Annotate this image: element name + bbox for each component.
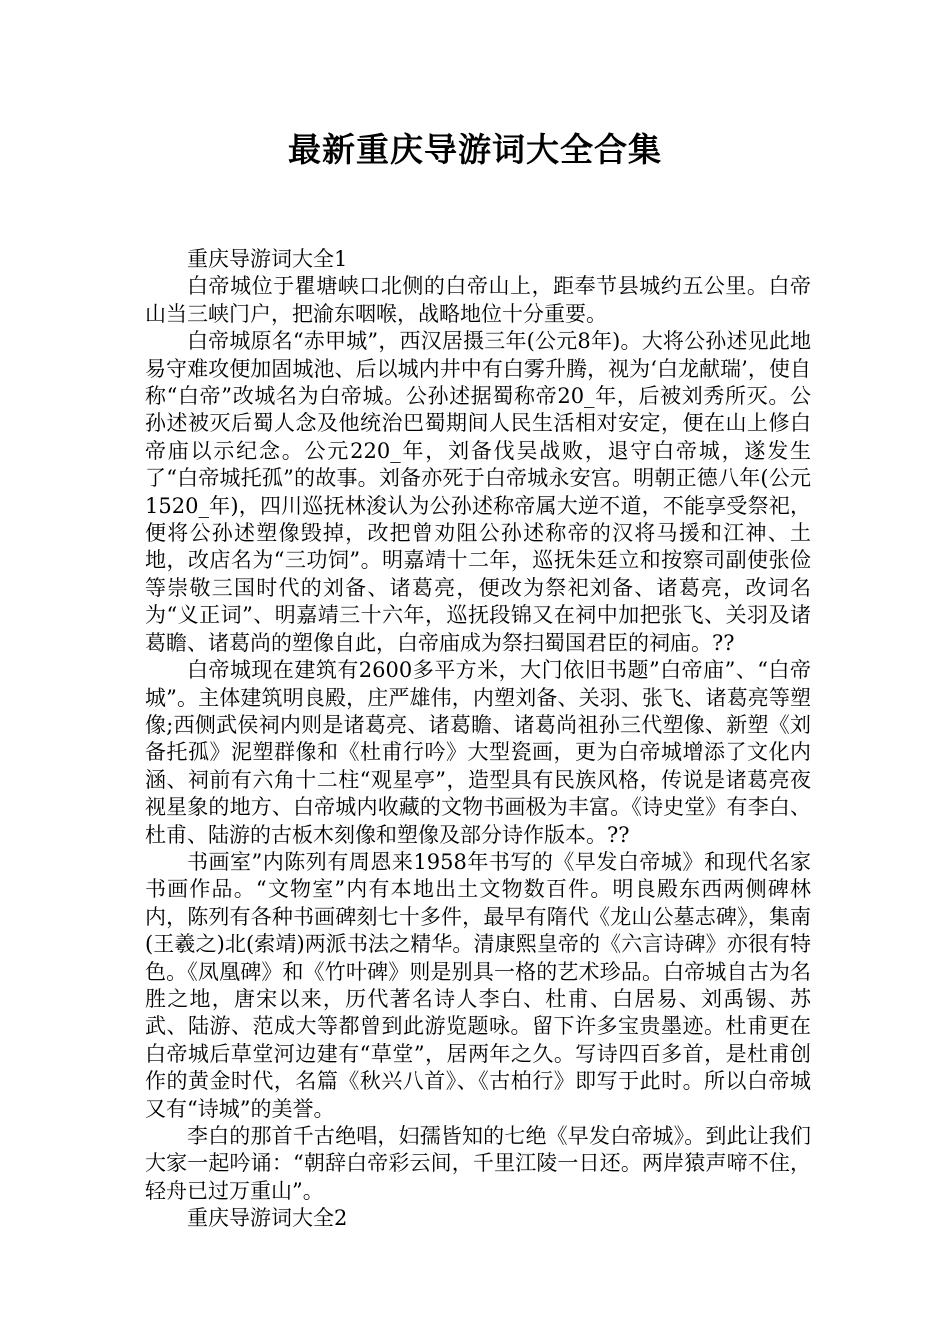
section-heading-2: 重庆导游词大全2 (187, 1206, 348, 1231)
paragraph-calligraphy: 书画室”内陈列有周恩来1958年书写的《早发白帝城》和现代名家书画作品。“文物室”内有本地出土文物数百件。明良殿东西两侧碑林内，陈列有各种书画碑刻七十多件，最早有隋代《龙山公墓志碑》，集南(王羲之)北(索靖)两派书法之精华。清康熙皇帝的《六言诗碑》亦很有特色。《凤凰碑》和《竹叶碑》则是别具一格的艺术珍品。白帝城自古为名胜之地，唐宋以来，历代著名诗人李白、杜甫、白居易、刘禹锡、苏武、陆游、范成大等都曾到此游览题咏。留下许多宝贵墨迹。杜甫更在白帝城后草堂河边建有“草堂”，居两年之久。写诗四百多首，是杜甫创作的黄金时代，名篇《秋兴八首》、《古柏行》即写于此时。所以白帝城又有“诗城”的美誉。 (145, 849, 811, 1121)
document-title: 最新重庆导游词大全合集 (288, 130, 662, 169)
paragraph-intro: 白帝城位于瞿塘峡口北侧的白帝山上，距奉节县城约五公里。白帝山当三峡门户，把渝东咽喉，战略地位十分重要。 (145, 274, 811, 326)
paragraph-history: 白帝城原名“赤甲城”，西汉居摄三年(公元8年)。大将公孙述见此地易守难攻便加固城池、后以城内井中有白雾升腾，视为‘白龙献瑞’，使自称“白帝”改城名为白帝城。公孙述据蜀称帝20_年，后被刘秀所灭。公孙述被灭后蜀人念及他统治巴蜀期间人民生活相对安定，便在山上修白帝庙以示纪念。公元220_年，刘备伐吴战败，退守白帝城，遂发生了“白帝城托孤”的故事。刘备亦死于白帝城永安宫。明朝正德八年(公元1520_年)，四川巡抚林浚认为公孙述称帝属大逆不道，不能享受祭祀，便将公孙述塑像毁掉，改把曾劝阻公孙述称帝的汉将马援和江神、土地，改店名为“三功饲”。明嘉靖十二年，巡抚朱廷立和按察司副使张俭等崇敬三国时代的刘备、诸葛亮，便改为祭祀刘备、诸葛亮，改词名为“义正词”、明嘉靖三十六年，巡抚段锦又在祠中加把张飞、关羽及诸葛瞻、诸葛尚的塑像自此，白帝庙成为祭扫蜀国君臣的祠庙。?? (145, 329, 811, 655)
paragraph-poem: 李白的那首千古绝唱，妇孺皆知的七绝《早发白帝城》。到此让我们大家一起吟诵：“朝辞白帝彩云间，千里江陵一日还。两岸猿声啼不住，轻舟已过万重山”。 (145, 1124, 811, 1203)
document-body (145, 246, 811, 1233)
paragraph-architecture: 白帝城现在建筑有2600多平方米，大门依旧书题”白帝庙”、“白帝城”。主体建筑明良殿，庄严雄伟，内塑刘备、关羽、张飞、诸葛亮等塑像;西侧武侯祠内则是诸葛亮、诸葛瞻、诸葛尚祖孙三代塑像、新塑《刘备托孤》泥塑群像和《杜甫行吟》大型瓷画，更为白帝城增添了文化内涵、祠前有六角十二柱“观星亭”，造型具有民族风格，传说是诸葛亮夜视星象的地方、白帝城内收藏的文物书画极为丰富。《诗史堂》有李白、杜甫、陆游的古板木刻像和塑像及部分诗作版本。?? (145, 658, 811, 847)
section-heading-1: 重庆导游词大全1 (187, 247, 348, 271)
